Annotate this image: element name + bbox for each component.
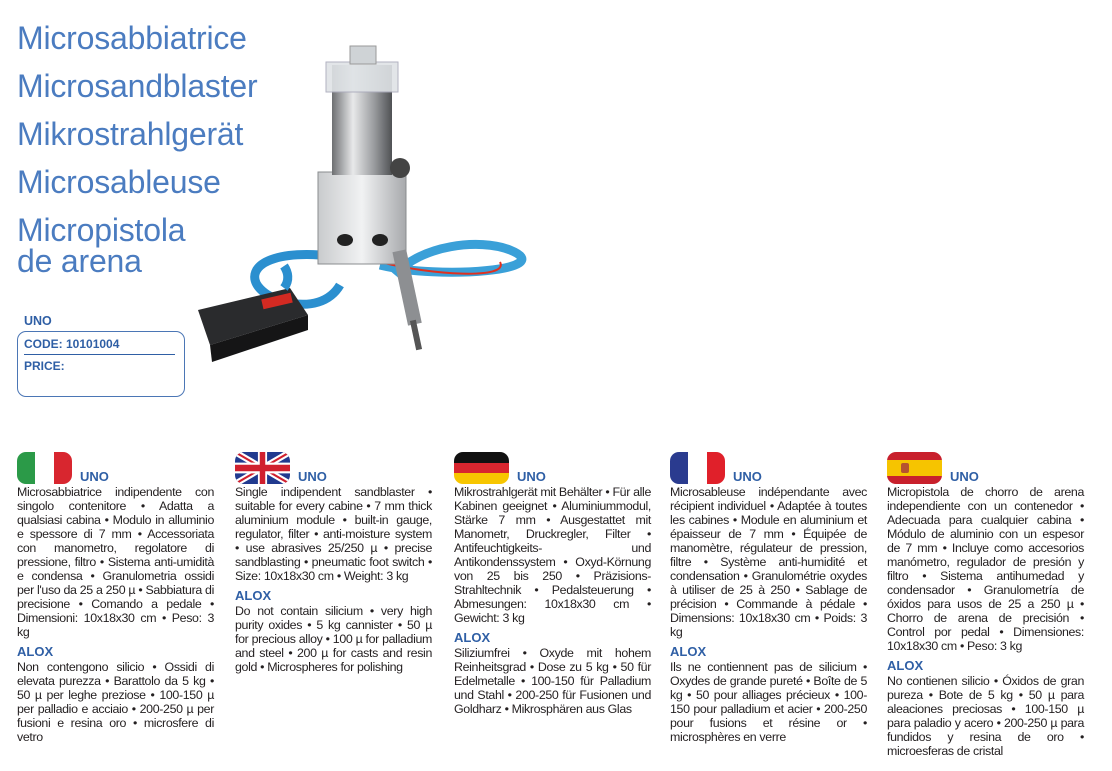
column-italian xyxy=(17,452,214,744)
product-price: PRICE: xyxy=(24,359,65,373)
title-spanish-line2: de arena xyxy=(17,243,142,279)
alox-description: Do not contain silicium • very high purity oxides • 5 kg cannister • 50 µ for precious alloy • 100 µ for palladium and steel • 200 µ for casts and resin gold • Microspheres for polishing xyxy=(235,604,432,674)
uno-description: Single indipendent sandblaster • suitable for every cabine • 7 mm thick aluminium module • built-in gauge, regulator, filter • anti-moisture system • use abrasives 25/250 µ • precise sandblasting • pneumatic foot switch • Size: 10x18x30 cm • Weight: 3 kg xyxy=(235,485,432,583)
title-spanish-line1: Micropistola xyxy=(17,212,186,248)
italy-flag-icon xyxy=(17,452,72,484)
alox-heading: ALOX xyxy=(235,588,272,603)
alox-description: No contienen silicio • Óxidos de gran pureza • Bote de 5 kg • 50 µ para aleaciones preciosas • 100-150 µ para paladio y acero • 200-250 µ para fundidos y resina de oro • microesferas de cristal xyxy=(887,674,1084,758)
uno-description: Micropistola de chorro de arena independiente con un contenedor • Adecuada para cualquier cabina • Módulo de aluminio con un espesor de 7 mm • Incluye como accesorios manómetro, regulador de presión y filtro • Sistema antihumedad y condensador • Granulometría de óxidos para usos de 25 a 250 µ • Chorro de arena de precisión • Control por pedal • Dimensiones: 10x18x30 cm • Peso: 3 kg xyxy=(887,485,1084,653)
uno-heading: UNO xyxy=(517,469,546,484)
title-french: Microsableuse xyxy=(17,164,221,200)
uno-description: Mikrostrahlgerät mit Behälter • Für alle Kabinen geeignet • Aluminiummodul, Stärke 7 mm • Ausgestattet mit Manometr, Druckregler, Filter • Antifeuchtigkeits- und Antikondenssystem • Oxyd-Körnung von 25 bis 250 • Präzisions-Strahltechnik • Pedalsteuerung • Abmesungen: 10x18x30 cm • Gewicht: 3 kg xyxy=(454,485,651,625)
alox-description: Ils ne contiennent pas de silicium • Oxydes de grande pureté • Boîte de 5 kg • 50 pour alliages précieux • 100-150 pour palladium et acier • 200-250 pour fusions et résine or • microsphères en verre xyxy=(670,660,867,744)
germany-flag-icon xyxy=(454,452,509,484)
uno-heading: UNO xyxy=(80,469,109,484)
alox-description: Non contengono silicio • Ossidi di elevata purezza • Barattolo da 5 kg • 50 µ per leghe preziose • 100-150 µ per palladio e acciaio • 200-250 µ per fusioni e resina oro • microsfere di vetro xyxy=(17,660,214,744)
uno-description: Microsableuse indépendante avec récipient individuel • Adaptée à toutes les cabines • Module en aluminium et épaisseur de 7 mm • Équipée de manomètre, régulateur de pression, filtre • Système anti-humidité et condensation • Granulométrie oxydes à utiliser de 25 à 250 • Sablage de précision • Commande à pédale • Dimensions: 10x18x30 cm • Poids: 3 kg xyxy=(670,485,867,639)
alox-heading: ALOX xyxy=(454,630,491,645)
product-model-label: UNO xyxy=(24,314,52,328)
alox-heading: ALOX xyxy=(670,644,707,659)
uno-heading: UNO xyxy=(298,469,327,484)
column-french xyxy=(670,452,867,744)
uno-heading: UNO xyxy=(950,469,979,484)
title-italian: Microsabbiatrice xyxy=(17,20,247,56)
uno-heading: UNO xyxy=(733,469,762,484)
spain-flag-icon xyxy=(887,452,942,484)
column-spanish xyxy=(887,452,1084,758)
product-photo-microsandblaster xyxy=(180,40,550,370)
uk-flag-icon xyxy=(235,452,290,484)
column-german xyxy=(454,452,651,716)
column-english xyxy=(235,452,432,674)
code-price-box xyxy=(17,331,185,397)
alox-heading: ALOX xyxy=(17,644,54,659)
product-code: CODE: 10101004 xyxy=(24,337,120,351)
alox-description: Siliziumfrei • Oxyde mit hohem Reinheitsgrad • Dose zu 5 kg • 50 für Edelmetalle • 100-150 für Palladium und Stahl • 200-250 für Fusionen und Goldharz • Mikrosphären aus Glas xyxy=(454,646,651,716)
france-flag-icon xyxy=(670,452,725,484)
uno-description: Microsabbiatrice indipendente con singolo contenitore • Adatta a qualsiasi cabina • Modulo in alluminio e spessore di 7 mm • Accessoriata con manometro, regolatore di pressione, filtro • Sistema anti-umidità e condensa • Granulometria ossidi per l'uso da 25 a 250 µ • Sabbiatura di precisione • Comando a pedale • Dimensioni: 10x18x30 cm • Peso: 3 kg xyxy=(17,485,214,639)
title-english: Microsandblaster xyxy=(17,68,258,104)
alox-heading: ALOX xyxy=(887,658,924,673)
title-german: Mikrostrahlgerät xyxy=(17,116,244,152)
divider xyxy=(24,354,175,355)
